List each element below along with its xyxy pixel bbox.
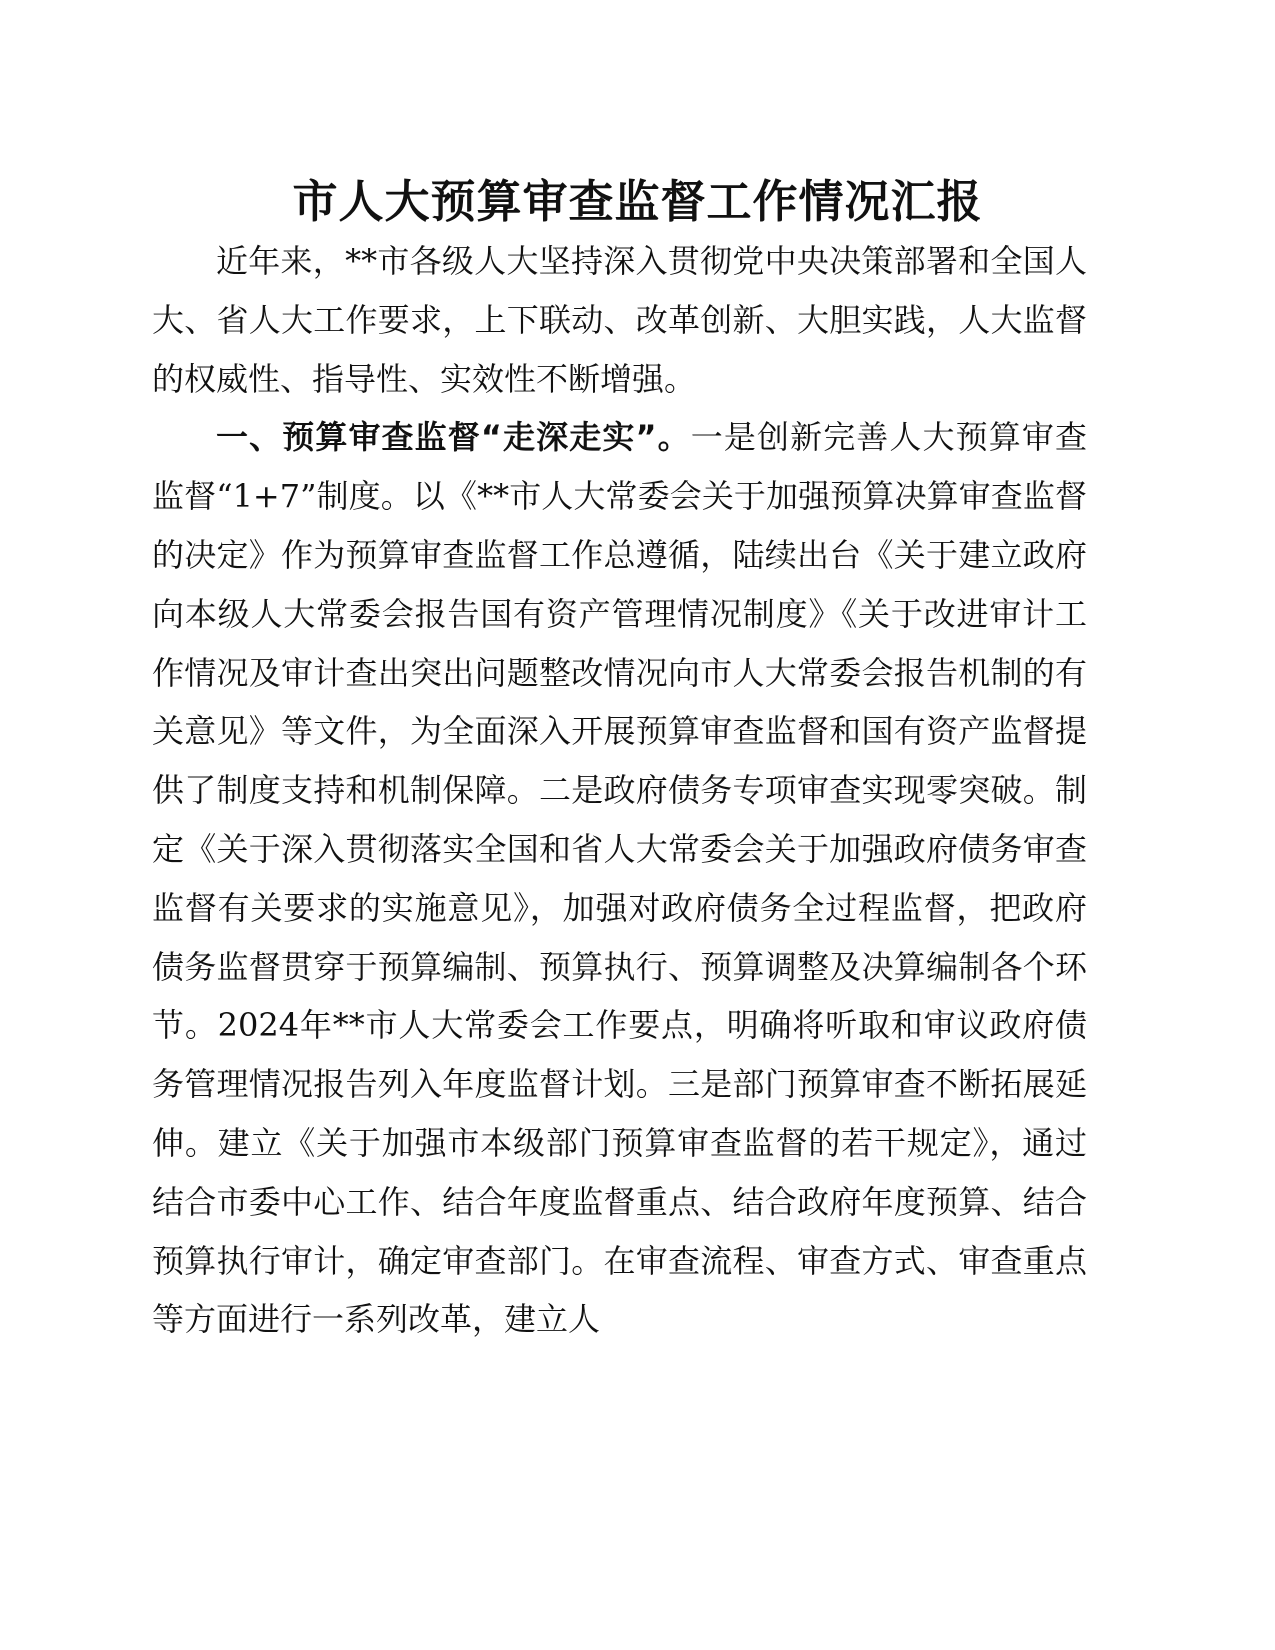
section-one-text: 一是创新完善人大预算审查监督“1+7”制度。以《**市人大常委会关于加强预算决算审查监督的决定》作为预算审查监督工作总遵循，陆续出台《关于建立政府向本级人大常委会报告国有资产管理情况制度》《关于改进审计工作情况及审计查出突出问题整改情况向市人大常委会报告机制的有关意见》等文件，为全面深入开展预算审查监督和国有资产监督提供了制度支持和机制保障。二是政府债务专项审查实现零突破。制定《关于深入贯彻落实全国和省人大常委会关于加强政府债务审查监督有关要求的实施意见》，加强对政府债务全过程监督，把政府债务监督贯穿于预算编制、预算执行、预算调整及决算编制各个环节。2024年**市人大常委会工作要点，明确将听取和审议政府债务管理情况报告列入年度监督计划。三是部门预算审查不断拓展延伸。建立《关于加强市本级部门预算审查监督的若干规定》，通过结合市委中心工作、结合年度监督重点、结合政府年度预算、结合预算执行审计，确定审查部门。在审查流程、审查方式、审查重点等方面进行一系列改革，建立人 bbox=[152, 418, 1087, 1339]
section-one-paragraph bbox=[152, 408, 1087, 1349]
section-one-heading: 一、预算审查监督“走深走实”。 bbox=[216, 418, 691, 457]
intro-paragraph bbox=[152, 232, 1087, 408]
document-title: 市人大预算审查监督工作情况汇报 bbox=[292, 175, 983, 228]
intro-paragraph-text: 近年来，**市各级人大坚持深入贯彻党中央决策部署和全国人大、省人大工作要求，上下联动、改革创新、大胆实践，人大监督的权威性、指导性、实效性不断增强。 bbox=[152, 242, 1087, 398]
document-body bbox=[152, 232, 1087, 1349]
